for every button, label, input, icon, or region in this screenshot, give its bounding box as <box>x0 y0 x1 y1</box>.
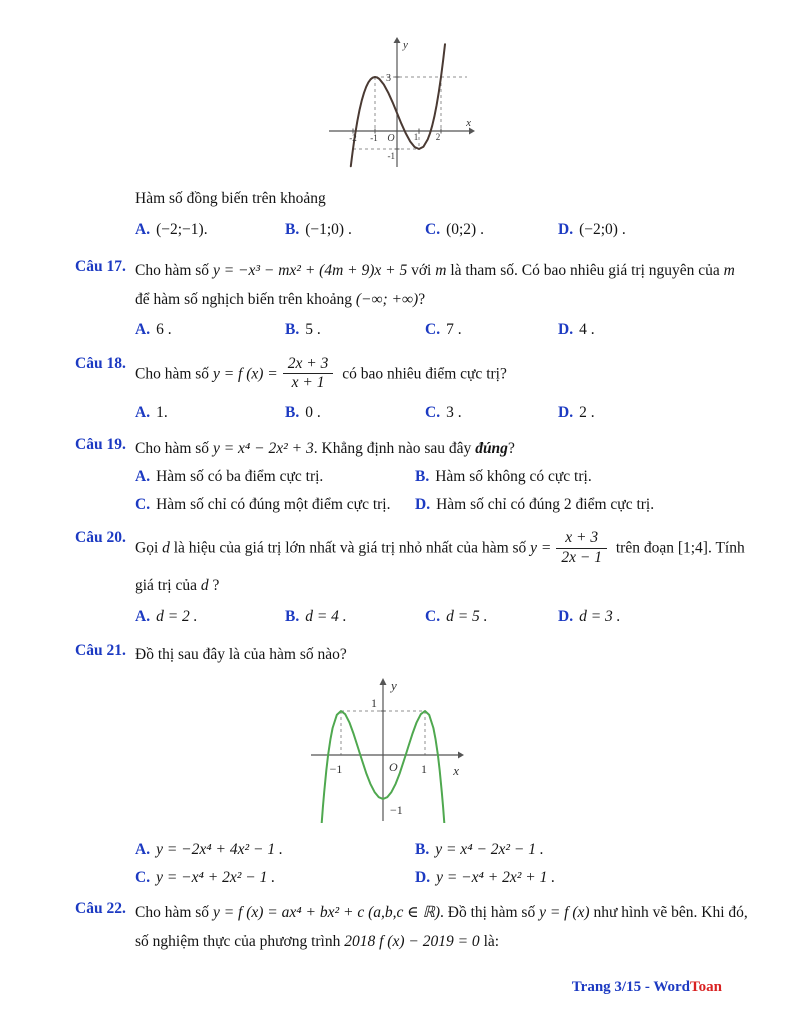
option-a <box>135 837 415 863</box>
option-a-letter: A. <box>135 841 151 859</box>
option-b <box>415 464 592 490</box>
question-17-options <box>135 317 735 343</box>
option-a-text: (−2;−1). <box>156 220 208 238</box>
question-18-line1 <box>135 355 722 395</box>
question-16-prompt: Hàm số đồng biến trên khoảng <box>135 190 326 207</box>
text: như hình vẽ bên. Khi đó, <box>593 904 748 922</box>
quartic-graph <box>303 673 473 823</box>
option-a-letter: A. <box>135 220 151 238</box>
text: là hiệu của giá trị lớn nhất và giá trị nhỏ nhất của hàm số <box>173 539 527 557</box>
figure-quartic <box>303 673 473 828</box>
option-d-letter: D. <box>415 868 431 886</box>
option-b-text: Hàm số không có cực trị. <box>435 468 592 486</box>
option-c-letter: C. <box>135 868 151 886</box>
text: là: <box>483 932 500 950</box>
option-b-text: 5 . <box>305 321 321 339</box>
option-b <box>415 837 544 863</box>
option-a-letter: A. <box>135 468 151 486</box>
option-a <box>135 464 415 490</box>
option-b-text: (−1;0) . <box>305 220 352 238</box>
cubic-graph <box>325 34 475 169</box>
formula: d <box>162 539 170 557</box>
question-18-options <box>135 400 722 426</box>
text: Cho hàm số <box>135 365 210 383</box>
option-b-letter: B. <box>415 841 430 859</box>
option-d-letter: D. <box>558 608 574 625</box>
question-20 <box>75 529 745 629</box>
option-d <box>415 865 555 891</box>
text: giá trị của <box>135 577 197 595</box>
option-a-letter: A. <box>135 608 151 625</box>
x-axis-label: x <box>466 117 471 129</box>
question-17-label: Câu 17. <box>75 258 126 276</box>
option-b <box>285 604 425 630</box>
fraction-denominator: 2x − 1 <box>561 548 602 566</box>
option-a <box>135 217 285 243</box>
question-19 <box>75 436 722 518</box>
text: có bao nhiêu điểm cực trị? <box>342 365 507 383</box>
option-c <box>425 217 558 243</box>
tick-x-neg2: -2 <box>349 133 357 143</box>
formula: y = f (x) = <box>212 365 278 383</box>
tick-y-neg1: -1 <box>387 151 395 161</box>
question-17 <box>75 258 735 343</box>
text: Gọi <box>135 539 159 557</box>
option-c-letter: C. <box>135 495 151 513</box>
option-a <box>135 317 285 343</box>
option-d-text: d = 3 . <box>579 608 621 625</box>
fraction <box>556 529 607 569</box>
question-16-options <box>135 217 722 243</box>
text: ? <box>418 290 426 308</box>
option-d <box>558 400 595 426</box>
question-21-options-block <box>75 832 722 890</box>
option-d <box>558 604 621 630</box>
formula: y = f (x) = ax⁴ + bx² + c (a,b,c ∈ ℝ) <box>212 904 441 922</box>
tick-y-neg1: −1 <box>390 803 403 818</box>
question-16 <box>75 186 722 242</box>
formula: [1;4] <box>677 539 708 557</box>
option-b-letter: B. <box>415 468 430 486</box>
option-d-letter: D. <box>558 321 574 339</box>
question-19-line1 <box>135 436 722 462</box>
option-c-text: (0;2) . <box>446 220 484 238</box>
option-d-text: (−2;0) . <box>579 220 626 238</box>
formula: y = f (x) <box>539 904 590 922</box>
tick-x-1: 1 <box>421 762 427 777</box>
question-19-options-row2 <box>135 492 722 518</box>
text: Cho hàm số <box>135 262 210 280</box>
option-c <box>425 604 558 630</box>
formula: d <box>200 577 209 595</box>
option-c-text: 7 . <box>446 321 462 339</box>
option-b-letter: B. <box>285 404 300 421</box>
option-d-text: 2 . <box>579 404 595 421</box>
figure-cubic <box>325 34 475 174</box>
option-b-text: d = 4 . <box>305 608 347 625</box>
x-axis-arrow <box>458 752 464 759</box>
cubic-curve <box>351 44 445 166</box>
x-axis-label: x <box>453 763 459 779</box>
option-b <box>285 217 425 243</box>
option-c-letter: C. <box>425 321 441 339</box>
question-21-options-row1 <box>135 837 722 863</box>
option-b-text: 0 . <box>305 404 321 421</box>
brand-toan: Toan <box>690 979 722 995</box>
emphasized-text: đúng <box>475 439 508 457</box>
option-c <box>425 317 558 343</box>
text: ? <box>507 439 515 457</box>
tick-y-3: 3 <box>386 73 391 84</box>
option-a-text: d = 2 . <box>156 608 198 625</box>
question-18 <box>75 355 722 426</box>
tick-x-2: 2 <box>435 132 441 142</box>
option-a <box>135 604 285 630</box>
text: . Khẳng định nào sau đây <box>313 439 472 457</box>
option-d-letter: D. <box>558 220 574 238</box>
tick-x-neg1: −1 <box>329 762 343 777</box>
text: Cho hàm số <box>135 439 210 457</box>
question-22 <box>75 900 748 954</box>
text: Cho hàm số <box>135 904 210 922</box>
question-19-label: Câu 19. <box>75 435 126 453</box>
question-17-line1 <box>135 258 735 284</box>
option-c-text: d = 5 . <box>446 608 488 625</box>
question-20-line1 <box>135 529 745 569</box>
option-b-letter: B. <box>285 608 300 625</box>
question-20-line2 <box>135 573 745 599</box>
option-b-letter: B. <box>285 321 300 339</box>
text: . Tính <box>707 539 745 557</box>
option-d-text: y = −x⁴ + 2x² + 1 . <box>436 868 556 886</box>
option-a-text: 6 . <box>156 321 172 339</box>
formula: (−∞; +∞) <box>355 290 419 308</box>
option-d <box>415 492 654 518</box>
option-d-letter: D. <box>558 404 574 421</box>
origin-label: O <box>387 133 395 144</box>
option-c-letter: C. <box>425 404 441 421</box>
question-22-line1 <box>135 900 748 926</box>
option-d <box>558 217 626 243</box>
option-c-text: y = −x⁴ + 2x² − 1 . <box>156 868 276 886</box>
formula: y = −x³ − mx² + (4m + 9)x + 5 <box>212 262 408 280</box>
option-c <box>135 865 415 891</box>
fraction-numerator: 2x + 3 <box>283 355 334 375</box>
question-21-options-row2 <box>135 865 722 891</box>
question-19-options-row1 <box>135 464 722 490</box>
option-b-text: y = x⁴ − 2x² − 1 . <box>435 841 544 859</box>
question-22-label: Câu 22. <box>75 900 126 918</box>
tick-x-neg1: -1 <box>370 133 378 143</box>
option-d-letter: D. <box>415 495 431 513</box>
option-c-letter: C. <box>425 220 441 238</box>
fraction-denominator: x + 1 <box>291 374 325 392</box>
option-b <box>285 317 425 343</box>
option-d-text: Hàm số chỉ có đúng 2 điểm cực trị. <box>436 495 655 513</box>
y-axis-arrow <box>394 37 401 43</box>
y-axis-label: y <box>391 678 397 694</box>
page-footer <box>572 979 722 996</box>
option-c-text: 3 . <box>446 404 462 421</box>
question-21-label: Câu 21. <box>75 641 126 659</box>
option-d <box>558 317 595 343</box>
question-21 <box>75 642 722 668</box>
text: với <box>411 262 432 280</box>
text: ? <box>212 577 220 595</box>
question-21-prompt: Đồ thị sau đây là của hàm số nào? <box>135 645 347 663</box>
option-b-letter: B. <box>285 220 300 238</box>
y-axis-arrow <box>380 678 387 685</box>
question-17-line2 <box>135 287 735 313</box>
text: để hàm số nghịch biến trên khoảng <box>135 290 352 308</box>
option-d-text: 4 . <box>579 321 595 339</box>
fraction-numerator: x + 3 <box>556 529 607 549</box>
question-22-line2 <box>135 929 748 955</box>
tick-y-1: 1 <box>371 696 377 711</box>
option-a-letter: A. <box>135 404 151 421</box>
option-c-letter: C. <box>425 608 441 625</box>
option-c <box>425 400 558 426</box>
origin-label: O <box>389 760 398 775</box>
text: trên đoạn <box>615 539 674 557</box>
formula: m <box>435 262 447 280</box>
text: . Đồ thị hàm số <box>440 904 536 922</box>
fraction <box>283 355 334 395</box>
y-axis-label: y <box>403 39 408 51</box>
option-c <box>135 492 415 518</box>
question-18-label: Câu 18. <box>75 354 126 372</box>
question-20-options <box>135 604 745 630</box>
formula: y = x⁴ − 2x² + 3 <box>212 439 314 457</box>
text: là tham số. Có bao nhiêu giá trị nguyên của <box>450 262 720 280</box>
option-c-text: Hàm số chỉ có đúng một điểm cực trị. <box>156 495 391 513</box>
page-number: Trang 3/15 - <box>571 979 654 995</box>
text: số nghiệm thực của phương trình <box>135 932 341 950</box>
tick-x-1: 1 <box>413 132 419 142</box>
formula: 2018 f (x) − 2019 = 0 <box>344 932 480 950</box>
option-b <box>285 400 425 426</box>
option-a-text: y = −2x⁴ + 4x² − 1 . <box>156 841 283 859</box>
option-a-letter: A. <box>135 321 151 339</box>
formula: y = <box>530 539 552 557</box>
formula: m <box>723 262 735 280</box>
option-a <box>135 400 285 426</box>
brand-word: Word <box>653 979 691 995</box>
option-a-text: Hàm số có ba điểm cực trị. <box>156 468 324 486</box>
option-a-text: 1. <box>156 404 168 421</box>
question-20-label: Câu 20. <box>75 529 126 547</box>
